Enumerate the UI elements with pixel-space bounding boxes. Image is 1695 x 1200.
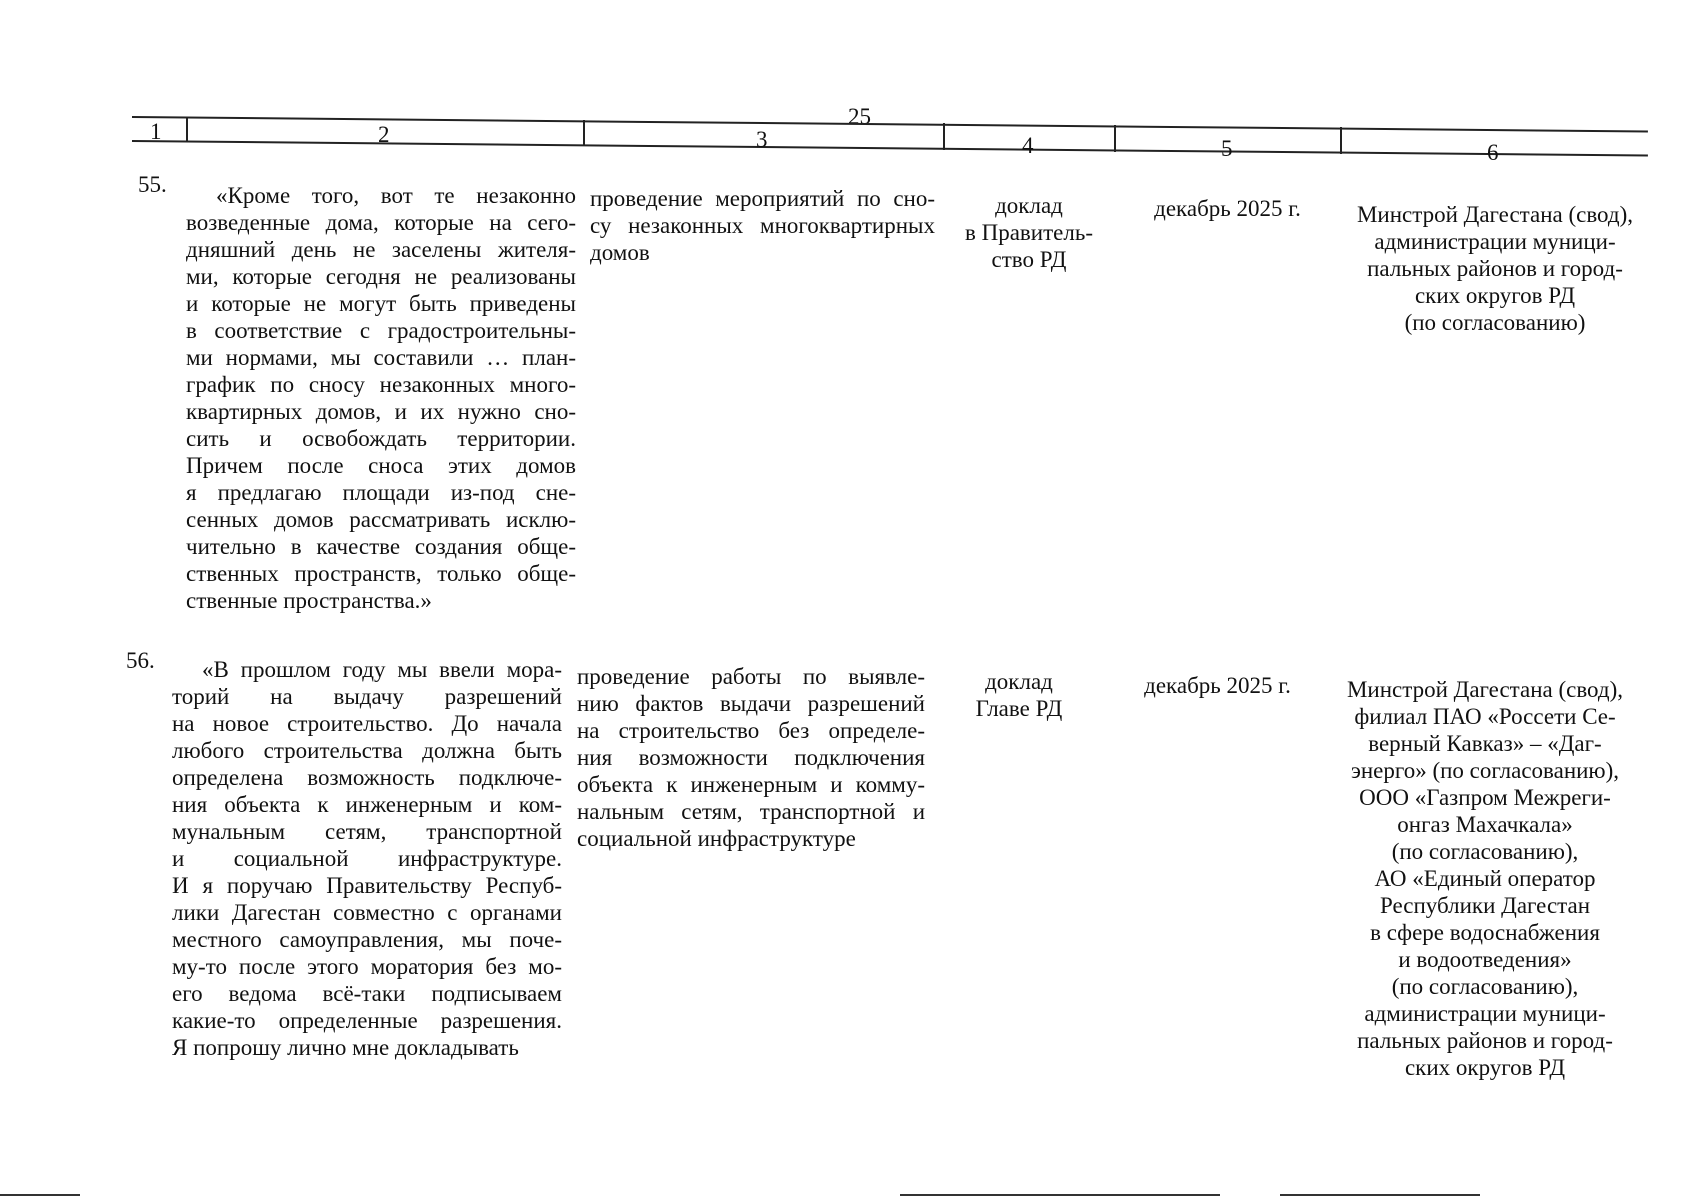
quote-cell xyxy=(172,656,562,1061)
report-line: ство РД xyxy=(991,247,1067,272)
responsible-line: Минстрой Дагестана (свод), xyxy=(1346,677,1623,702)
responsible-line: филиал ПАО «Россети Се- xyxy=(1354,704,1616,729)
quote-line: ственные пространства.» xyxy=(186,588,432,613)
quote-line: его ведома всё-таки подписываем xyxy=(172,981,562,1006)
quote-line: му-то после этого моратория без мо- xyxy=(172,954,562,979)
action-line: проведение работы по выявле- xyxy=(577,664,925,689)
quote-line: любого строительства должна быть xyxy=(172,738,562,763)
header-separator xyxy=(186,117,188,142)
deadline-cell xyxy=(1120,195,1335,222)
quote-line: торий на выдачу разрешений xyxy=(172,684,562,709)
quote-line: местного самоуправления, мы поче- xyxy=(172,927,562,952)
responsible-line: администрации муници- xyxy=(1374,229,1616,254)
column-header-1: 1 xyxy=(150,119,162,144)
report-line: доклад xyxy=(985,669,1053,694)
column-header-3: 3 xyxy=(756,127,768,152)
report-cell xyxy=(940,668,1098,722)
responsible-line: ООО «Газпром Межреги- xyxy=(1359,785,1611,810)
responsible-line: Республики Дагестан xyxy=(1380,893,1590,918)
quote-line: на новое строительство. До начала xyxy=(172,711,562,736)
action-line: объекта к инженерным и комму- xyxy=(577,772,925,797)
action-line: ния возможности подключения xyxy=(577,745,925,770)
quote-line: сить и освобождать территории. xyxy=(186,426,576,451)
quote-line: ми нормами, мы составили … план- xyxy=(186,345,576,370)
quote-line: я предлагаю площади из-под сне- xyxy=(186,480,576,505)
quote-line: какие-то определенные разрешения. xyxy=(172,1008,562,1033)
responsible-line: АО «Единый оператор xyxy=(1374,866,1596,891)
header-separator xyxy=(583,120,585,146)
action-line: социальной инфраструктуре xyxy=(577,826,856,851)
action-cell xyxy=(577,663,925,852)
action-line: проведение мероприятий по сно- xyxy=(590,186,935,211)
report-line: доклад xyxy=(995,193,1063,218)
page-number: 25 xyxy=(848,104,871,129)
action-line: су незаконных многоквартирных xyxy=(590,213,935,238)
quote-line: и которые не могут быть приведены xyxy=(186,291,576,316)
deadline-cell xyxy=(1110,672,1325,699)
responsible-line: пальных районов и город- xyxy=(1367,256,1623,281)
quote-line: дняшний день не заселены жителя- xyxy=(186,237,576,262)
quote-line: «В прошлом году мы ввели мора- xyxy=(202,657,562,682)
quote-line: график по сносу незаконных много- xyxy=(186,372,576,397)
responsible-line: в сфере водоснабжения xyxy=(1370,920,1600,945)
quote-line: ми, которые сегодня не реализованы xyxy=(186,264,576,289)
quote-line: Я попрошу лично мне докладывать xyxy=(172,1035,519,1060)
responsible-line: Минстрой Дагестана (свод), xyxy=(1356,202,1633,227)
quote-line: мунальным сетям, транспортной xyxy=(172,819,562,844)
action-cell xyxy=(590,185,935,266)
page-edge-line xyxy=(1280,1194,1480,1196)
quote-line: сенных домов рассматривать исклю- xyxy=(186,507,576,532)
row-number: 55. xyxy=(138,172,167,197)
deadline-text: декабрь 2025 г. xyxy=(1144,673,1291,698)
responsible-line: энерго» (по согласованию), xyxy=(1350,758,1620,783)
column-header-5: 5 xyxy=(1221,136,1233,161)
page-edge-line xyxy=(0,1194,80,1196)
responsible-cell xyxy=(1335,676,1635,1081)
action-line: нальным сетям, транспортной и xyxy=(577,799,925,824)
quote-line: И я поручаю Правительству Респуб- xyxy=(172,873,562,898)
responsible-line: и водоотведения» xyxy=(1398,947,1572,972)
responsible-line: (по согласованию), xyxy=(1391,974,1579,999)
responsible-line: пальных районов и город- xyxy=(1357,1028,1613,1053)
column-header-2: 2 xyxy=(378,122,390,147)
responsible-line: онгаз Махачкала» xyxy=(1397,812,1573,837)
report-line: Главе РД xyxy=(975,696,1063,721)
header-top-line xyxy=(132,116,1648,133)
responsible-line: (по согласованию), xyxy=(1391,839,1579,864)
row-number: 56. xyxy=(126,648,155,673)
quote-line: в соответствие с градостроительны- xyxy=(186,318,576,343)
responsible-line: (по согласованию) xyxy=(1404,310,1586,335)
action-line: нию фактов выдачи разрешений xyxy=(577,691,925,716)
page-edge-line xyxy=(900,1194,1220,1196)
deadline-text: декабрь 2025 г. xyxy=(1154,196,1301,221)
quote-line: квартирных домов, и их нужно сно- xyxy=(186,399,576,424)
quote-line: «Кроме того, вот те незаконно xyxy=(216,183,576,208)
responsible-line: ских округов РД xyxy=(1404,1055,1566,1080)
quote-line: ния объекта к инженерным и ком- xyxy=(172,792,562,817)
quote-line: ственных пространств, только обще- xyxy=(186,561,576,586)
responsible-line: администрации муници- xyxy=(1364,1001,1606,1026)
quote-line: лики Дагестан совместно с органами xyxy=(172,900,562,925)
column-header-4: 4 xyxy=(1022,133,1034,158)
quote-line: возведенные дома, которые на сего- xyxy=(186,210,576,235)
quote-line: определена возможность подключе- xyxy=(172,765,562,790)
header-separator xyxy=(1340,127,1342,154)
report-cell xyxy=(950,192,1108,273)
responsible-cell xyxy=(1345,201,1645,336)
quote-line: и социальной инфраструктуре. xyxy=(172,846,562,871)
responsible-line: ских округов РД xyxy=(1414,283,1576,308)
report-line: в Правитель- xyxy=(965,220,1093,245)
quote-line: чительно в качестве создания обще- xyxy=(186,534,576,559)
column-header-6: 6 xyxy=(1487,140,1499,165)
header-bottom-line xyxy=(132,140,1648,157)
action-line: на строительство без определе- xyxy=(577,718,925,743)
quote-line: Причем после сноса этих домов xyxy=(186,453,576,478)
action-line: домов xyxy=(590,240,650,265)
quote-cell xyxy=(186,182,576,614)
header-separator xyxy=(943,123,945,150)
header-separator xyxy=(1114,125,1116,152)
responsible-line: верный Кавказ» – «Даг- xyxy=(1368,731,1602,756)
